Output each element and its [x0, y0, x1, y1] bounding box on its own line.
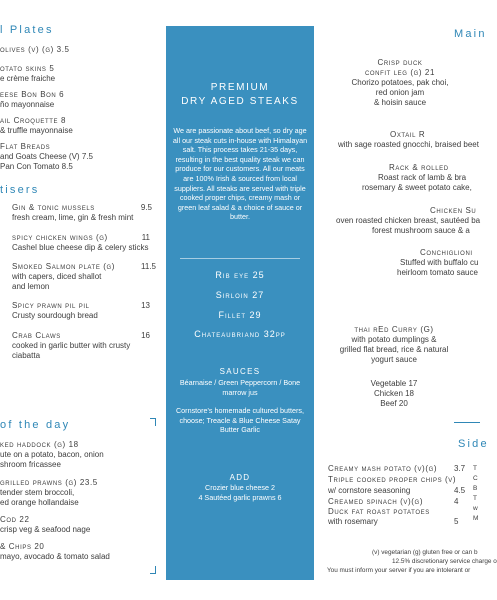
- side-price: 3.7: [454, 464, 466, 473]
- main-item: thai rEd Curry (G) with potato dumplings & grilled flat bread, rice & natural yogurt sauce: [339, 325, 449, 364]
- starters-title: tisers: [0, 184, 40, 196]
- panel-divider: [180, 258, 300, 259]
- bracket-corner-bottom: [150, 566, 156, 574]
- fish-item: grilled prawns (g) 23.5 tender stem broccoli, ed orange hollandaise: [0, 478, 98, 507]
- steak-item: Rib eye 25: [215, 270, 265, 280]
- starter-item: spicy chicken wings (g) Cashel blue cheese dip & celery sticks: [12, 233, 149, 252]
- sides-title: Side: [458, 438, 489, 450]
- side-item: Duck fat roast potatoes: [328, 507, 430, 516]
- fish-item: ked haddock (g) 18 ute on a potato, bacon, onion shroom fricassee: [0, 440, 104, 469]
- bracket-corner-top: [150, 418, 156, 426]
- side-item: Triple cooked proper chips (v): [328, 475, 457, 484]
- main-item: Oxtail R with sage roasted gnocchi, braised beet: [338, 130, 479, 149]
- small-plate-item: olives (v) (g) 3.5: [0, 45, 70, 54]
- sides-rule: [454, 422, 480, 423]
- small-plate-item: otato skins 5 e crème fraiche: [0, 64, 56, 83]
- add-line: Crozier blue cheese 2: [205, 483, 275, 492]
- main-item: Conchiglioni Stuffed with buffalo cu heirloom tomato sauce: [397, 248, 479, 277]
- footer-line: You must inform your server if you are intolerant or: [327, 567, 471, 574]
- side-price: 4: [454, 497, 459, 506]
- panel-title-line2: DRY AGED STEAKS: [181, 96, 299, 107]
- starter-price: 16: [141, 331, 150, 340]
- mains-title: Main: [454, 28, 487, 40]
- main-item: Vegetable 17 Chicken 18 Beef 20: [370, 379, 418, 408]
- premium-steaks-panel: [166, 26, 314, 580]
- side-price: 5: [454, 517, 459, 526]
- butters-text: Cornstore's homemade cultured butters, choose; Treacle & Blue Cheese Satay Butter Garlic: [175, 406, 304, 435]
- side-price: 4.5: [454, 486, 466, 495]
- starter-price: 11: [141, 233, 150, 242]
- fish-title: of the day: [0, 419, 71, 431]
- main-item: Chicken Su oven roasted chicken breast, sautéed ba forest mushroom sauce & a: [336, 206, 481, 235]
- starter-item: Smoked Salmon plate (g) with capers, diced shallot and lemon: [12, 262, 116, 291]
- steak-item: Sirloin 27: [215, 290, 265, 300]
- fish-item: & Chips 20 mayo, avocado & tomato salad: [0, 542, 110, 561]
- steak-item: Fillet 29: [218, 310, 262, 320]
- footer-line: (v) vegetarian (g) gluten free or can b: [372, 549, 478, 556]
- side-item: w/ cornstore seasoning: [328, 486, 411, 495]
- main-item: Crisp duck confit leg (g) 21 Chorizo potatoes, pak choi, red onion jam & hoisin sauce: [351, 58, 449, 107]
- small-plates-title: l Plates: [0, 24, 54, 36]
- small-plate-item: ail Croquette 8 & truffle mayonnaise: [0, 116, 73, 135]
- side-item: with rosemary: [328, 517, 378, 526]
- footer-line: 12.5% discretionary service charge o: [392, 558, 497, 565]
- side-item: Creamed spinach (v)(g): [328, 497, 424, 506]
- starter-item: Gin & tonic mussels fresh cream, lime, gin & fresh mint: [12, 203, 134, 222]
- small-plate-item: Flat Breads and Goats Cheese (V) 7.5 Pan Con Tomato 8.5: [0, 142, 93, 171]
- steak-item: Chateaubriand 32pp: [194, 329, 286, 339]
- panel-intro: We are passionate about beef, so dry age all our steak cuts in-house with Himalayan salt. This process takes 21-35 days, resulting in the best quality steak we can produce for our customers. All our meats are 100% Irish & sourced from local suppliers. All steaks are served with triple cooked proper chips, creamy mash or green leaf salad & a choice of sauce or butter.: [172, 126, 308, 222]
- sauces-text: Béarnaise / Green Peppercorn / Bone marrow jus: [179, 378, 301, 397]
- sauces-title: SAUCES: [219, 367, 261, 376]
- panel-title-line1: PREMIUM: [210, 82, 270, 93]
- add-title: ADD: [229, 473, 251, 482]
- main-item: Rack & rolled Roast rack of lamb & bra rosemary & sweet potato cake,: [362, 163, 472, 192]
- small-plate-item: eese Bon Bon 6 ño mayonnaise: [0, 90, 65, 109]
- starter-price: 13: [141, 301, 150, 310]
- starter-item: Spicy prawn pil pil Crusty sourdough bread: [12, 301, 98, 320]
- starter-price: 11.5: [141, 262, 156, 271]
- side-item: Creamy mash potato (v)(g): [328, 464, 438, 473]
- side-fragment-column: T C B T w M: [473, 465, 479, 522]
- starter-price: 9.5: [140, 203, 152, 212]
- starter-item: Crab Claws cooked in garlic butter with crusty ciabatta: [12, 331, 131, 360]
- add-line: 4 Sautéed garlic prawns 6: [198, 493, 282, 502]
- fish-item: Cod 22 crisp veg & seafood nage: [0, 515, 91, 534]
